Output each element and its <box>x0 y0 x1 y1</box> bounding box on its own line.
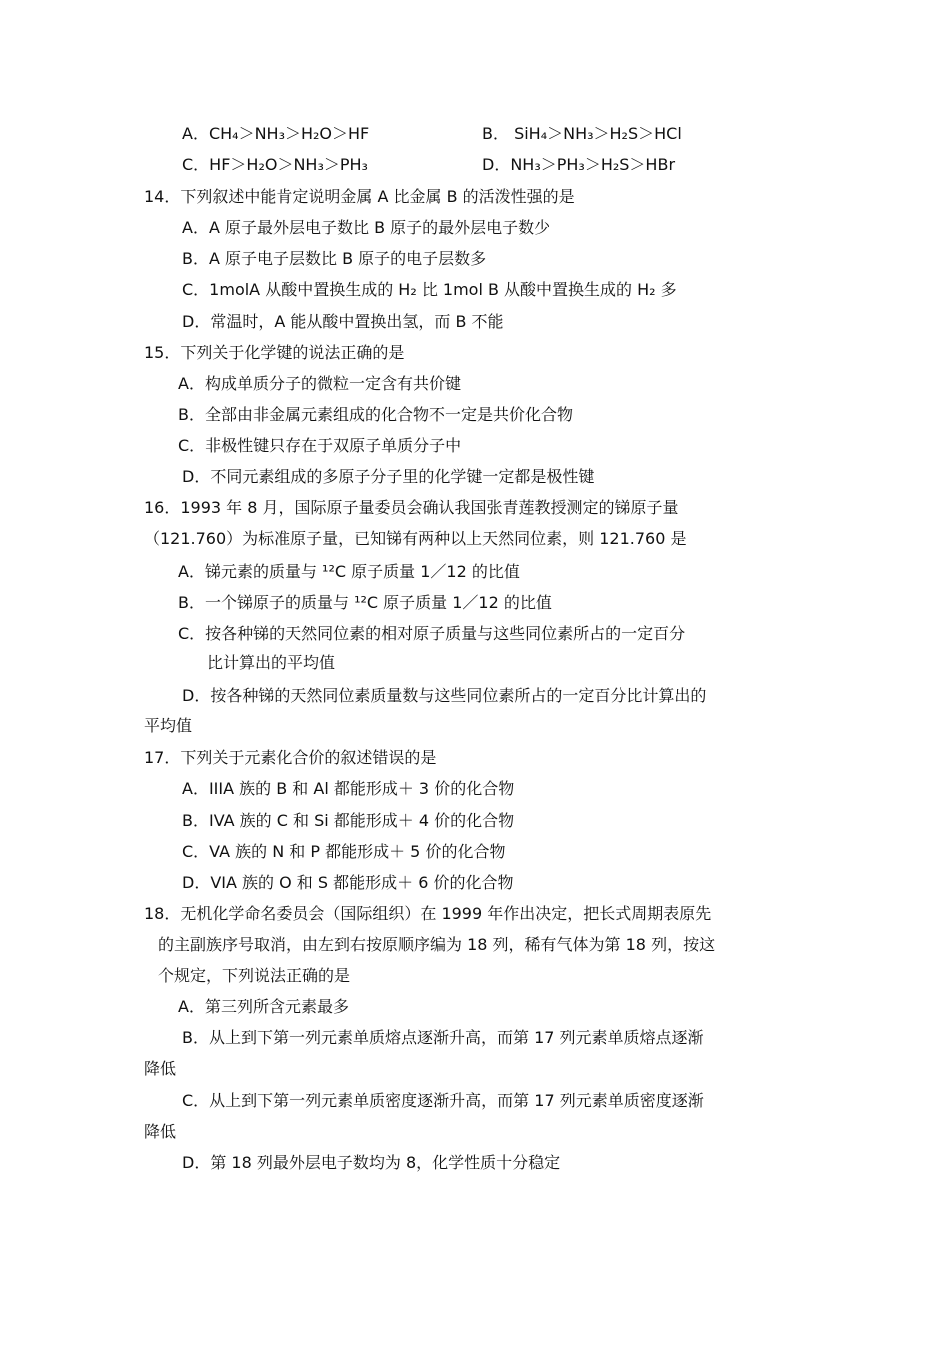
q13-option-d <box>482 155 675 175</box>
q18-stem-line-1: 18．无机化学命名委员会（国际组织）在 1999 年作出决定，把长式周期表原先 <box>144 904 712 923</box>
q13-option-a-text: A．CH₄＞NH₃＞H₂O＞HF <box>182 124 370 143</box>
q18-option-b-line-1: B．从上到下第一列元素单质熔点逐渐升高，而第 17 列元素单质熔点逐渐 <box>182 1028 704 1047</box>
q14-option-c: C．1molA 从酸中置换生成的 H₂ 比 1mol B 从酸中置换生成的 H₂ 多 <box>182 280 677 299</box>
q13-option-a <box>182 124 369 144</box>
q18-option-c-line-1: C．从上到下第一列元素单质密度逐渐升高，而第 17 列元素单质密度逐渐 <box>182 1091 704 1110</box>
q13-option-b-text: B． SiH₄＞NH₃＞H₂S＞HCl <box>482 124 682 143</box>
q16-stem-line-1: 16．1993 年 8 月，国际原子量委员会确认我国张青莲教授测定的锑原子量 <box>144 498 679 517</box>
q15-option-a: A．构成单质分子的微粒一定含有共价键 <box>178 374 461 393</box>
q18-stem-line-3: 个规定，下列说法正确的是 <box>158 966 351 985</box>
q13-option-c-text: C．HF＞H₂O＞NH₃＞PH₃ <box>182 155 368 174</box>
q18-option-c-line-2: 降低 <box>144 1122 177 1141</box>
q14-option-b: B．A 原子电子层数比 B 原子的电子层数多 <box>182 249 487 268</box>
q13-option-b <box>482 124 682 144</box>
q14-option-d: D．常温时，A 能从酸中置换出氢，而 B 不能 <box>182 312 504 331</box>
q17-option-b: B．IVA 族的 C 和 Si 都能形成＋ 4 价的化合物 <box>182 811 515 830</box>
q15-stem: 15．下列关于化学键的说法正确的是 <box>144 343 405 362</box>
q18-option-d: D．第 18 列最外层电子数均为 8，化学性质十分稳定 <box>182 1153 561 1172</box>
q13-option-d-text: D．NH₃＞PH₃＞H₂S＞HBr <box>482 155 676 174</box>
q17-option-d: D．VIA 族的 O 和 S 都能形成＋ 6 价的化合物 <box>182 873 514 892</box>
q15-option-d: D．不同元素组成的多原子分子里的化学键一定都是极性键 <box>182 467 595 486</box>
q15-option-c: C．非极性键只存在于双原子单质分子中 <box>178 436 462 455</box>
q14-stem: 14．下列叙述中能肯定说明金属 A 比金属 B 的活泼性强的是 <box>144 187 575 206</box>
q17-stem: 17．下列关于元素化合价的叙述错误的是 <box>144 748 437 767</box>
q16-option-b: B．一个锑原子的质量与 ¹²C 原子质量 1／12 的比值 <box>178 593 552 612</box>
q16-option-c-line-2: 比计算出的平均值 <box>207 653 336 672</box>
q16-stem-line-2: （121.760）为标准原子量，已知锑有两种以上天然同位素，则 121.760 是 <box>144 529 687 548</box>
q18-option-a: A．第三列所含元素最多 <box>178 997 349 1016</box>
q18-stem-line-2: 的主副族序号取消，由左到右按原顺序编为 18 列，稀有气体为第 18 列，按这 <box>158 935 716 954</box>
q18-option-b-line-2: 降低 <box>144 1059 177 1078</box>
q16-option-a: A．锑元素的质量与 ¹²C 原子质量 1／12 的比值 <box>178 562 520 581</box>
q14-option-a: A．A 原子最外层电子数比 B 原子的最外层电子数少 <box>182 218 551 237</box>
q17-option-c: C．VA 族的 N 和 P 都能形成＋ 5 价的化合物 <box>182 842 506 861</box>
q17-option-a: A．IIIA 族的 B 和 Al 都能形成＋ 3 价的化合物 <box>182 779 515 798</box>
q16-option-c-line-1: C．按各种锑的天然同位素的相对原子质量与这些同位素所占的一定百分 <box>178 624 686 643</box>
q16-option-d-line-1: D．按各种锑的天然同位素质量数与这些同位素所占的一定百分比计算出的 <box>182 686 707 705</box>
q16-option-d-line-2: 平均值 <box>144 716 193 735</box>
q15-option-b: B．全部由非金属元素组成的化合物不一定是共价化合物 <box>178 405 573 424</box>
q13-option-c <box>182 155 368 175</box>
